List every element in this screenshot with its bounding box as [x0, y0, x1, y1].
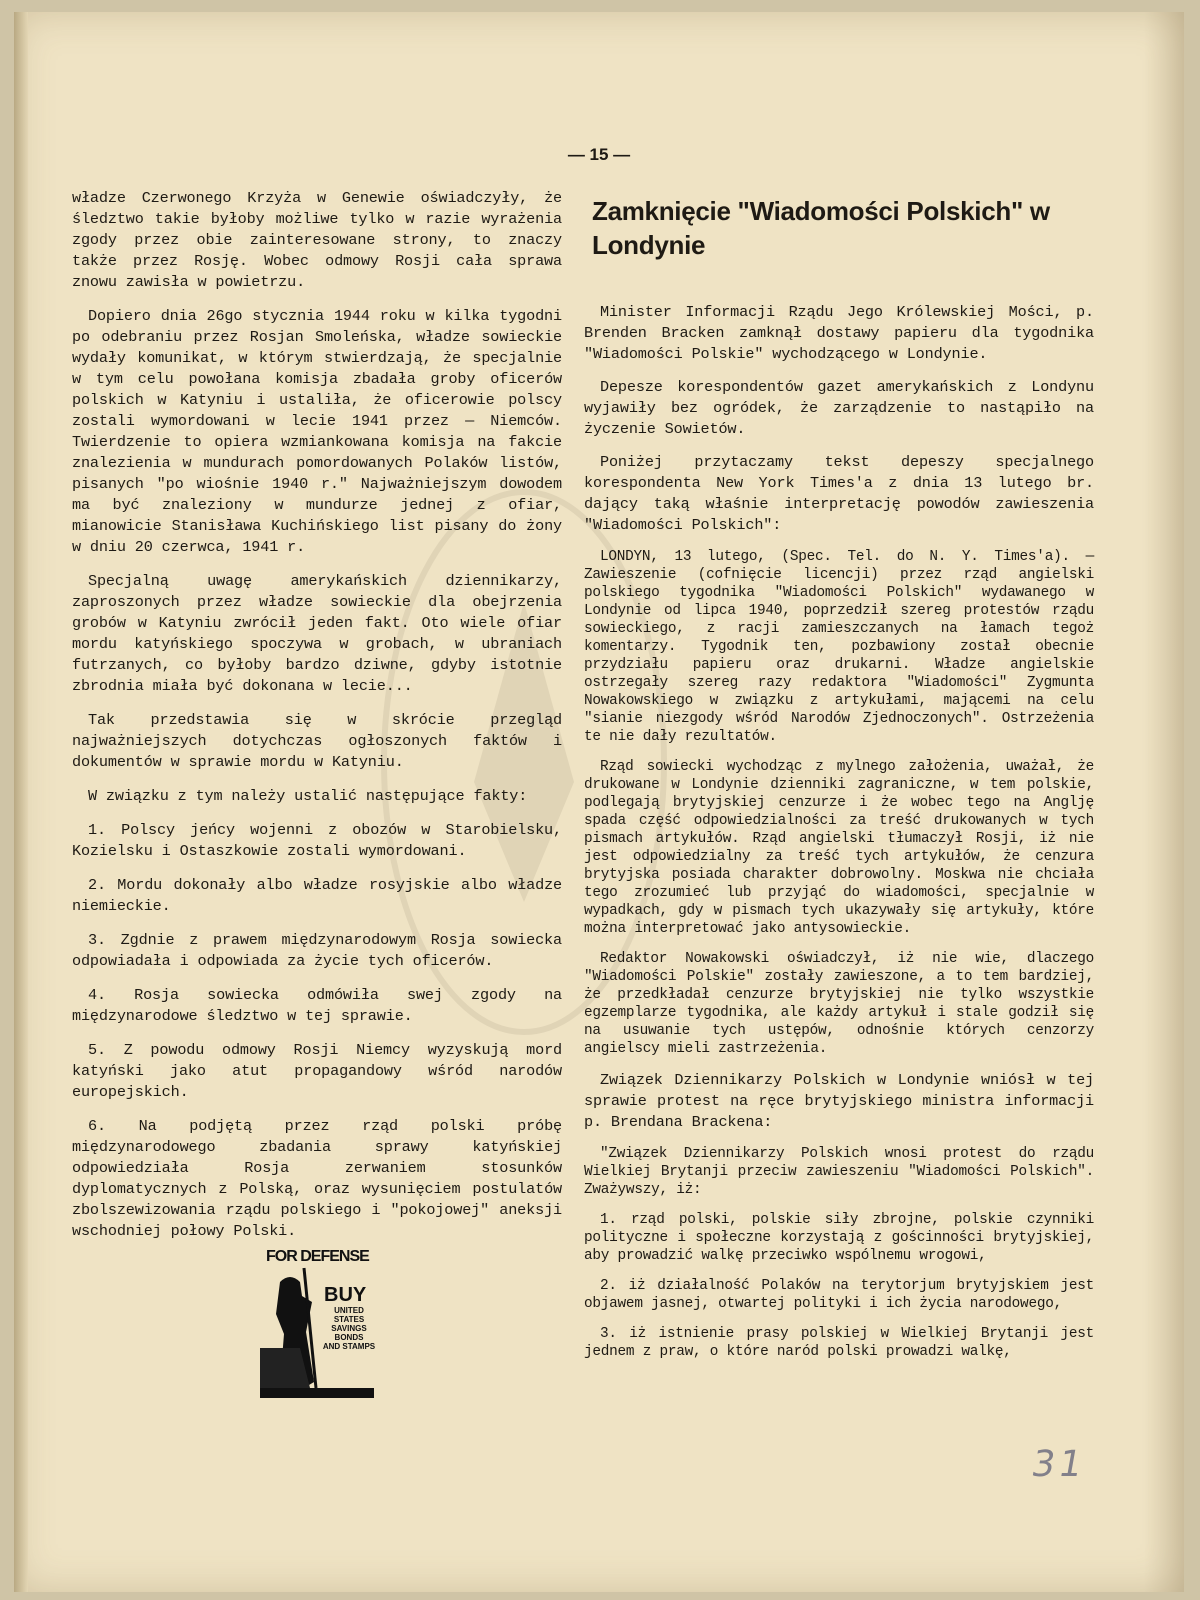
- paragraph: Dopiero dnia 26go stycznia 1944 roku w kilka tygodni po odebraniu przez Rosjan Smoleńska, władze sowieckie wydały komunikat, w którym stwierdzają, że specjalnie w tym celu powołana komisja zbadała groby oficerów polskich w Katyniu i ustaliła, że oficerowie polscy zostali wymordowani w lecie 1941 przez — Niemców. Twierdzenie to opiera wzmiankowana komisja na fakcie znalezienia w mundurach pomordowanych Polaków listów, pisanych "po wiośnie 1940 r." Najważniejszym dowodem ma być znaleziony w mundurze jednej z ofiar, mianowicie Stanisława Kuchińskiego list pisany do żony w dniu 20 czerwca, 1941 r.: [72, 307, 562, 556]
- paragraph: Minister Informacji Rządu Jego Królewskiej Mości, p. Brenden Bracken zamknął dostawy papieru dla tygodnika "Wiadomości Polskie" wychodzącego w Londynie.: [584, 303, 1094, 363]
- paragraph: W związku z tym należy ustalić następujące fakty:: [88, 787, 528, 805]
- list-item: 1. Polscy jeńcy wojenni z obozów w Starobielsku, Kozielsku i Ostaszkowie zostali wymordowani.: [72, 821, 562, 860]
- paragraph: Tak przedstawia się w skrócie przegląd najważniejszych dotychczas ogłoszonych faktów i dokumentów w sprawie mordu w Katyniu.: [72, 711, 562, 771]
- paragraph: władze Czerwonego Krzyża w Genewie oświadczyły, że śledztwo takie byłoby możliwe tylko w razie wyrażenia zgody przez obie zainteresowane strony, to znaczy także przez Rosję. Wobec odmowy Rosji cała sprawa znowu zawisła w powietrzu.: [72, 189, 562, 291]
- defense-bonds-poster: [260, 1248, 374, 1398]
- handwritten-page-number: 31: [1028, 1444, 1090, 1485]
- page-edge-shadow: [1144, 12, 1184, 1592]
- left-column: [72, 188, 562, 1255]
- poster-buy-text: BUY: [324, 1284, 367, 1306]
- poster-line: UNITED: [334, 1306, 364, 1315]
- binding-gutter: [14, 12, 28, 1592]
- right-column: [584, 190, 1094, 1373]
- document-page: [14, 12, 1184, 1592]
- paragraph: Związek Dziennikarzy Polskich w Londynie wniósł w tej sprawie protest na ręce brytyjskiego ministra informacji p. Brendana Brackena:: [584, 1071, 1094, 1131]
- poster-line: SAVINGS: [331, 1324, 367, 1333]
- poster-line: AND STAMPS: [322, 1342, 376, 1351]
- list-item: 4. Rosja sowiecka odmówiła swej zgody na międzynarodowe śledztwo w tej sprawie.: [72, 986, 562, 1025]
- quoted-paragraph: Rząd sowiecki wychodząc z mylnego założenia, uważał, że drukowane w Londynie dzienniki zagraniczne, w tem polskie, podlegają brytyjskiej cenzurze i że wobec tego na Anglję spada część odpowiedzialności za treść drukowanych w tych pismach artykułów. Rząd angielski tłumaczył Rosji, iż nie jest odpowiedzialny za treść tych artykułów, że cenzura brytyjska posiada charakter dobrowolny. Moskwa nie chciała tego zrozumieć lub przyjąć do wiadomości, specjalnie w wypadkach, gdy w pismach tych ukazywały się artykuły, które można interpretować jako antysowieckie.: [584, 759, 1094, 937]
- protest-paragraph: 3. iż istnienie prasy polskiej w Wielkiej Brytanji jest jednem z praw, o które naród polski prowadzi walkę,: [584, 1326, 1094, 1360]
- page-number: — 15 —: [567, 145, 631, 164]
- poster-line: STATES: [333, 1315, 365, 1324]
- quoted-paragraph: Redaktor Nowakowski oświadczył, iż nie wie, dlaczego "Wiadomości Polskie" zostały zawieszone, a to tem bardziej, że przedkładał cenzurze brytyjskiej nie tylko wszystkie egzemplarze tygodnika, ale każdy artykuł i stale godził się na usuwanie tych ustępów, odnośnie których cenzorzy angielscy mieli zastrzeżenia.: [584, 951, 1094, 1057]
- list-item: 2. Mordu dokonały albo władze rosyjskie albo władze niemieckie.: [72, 876, 562, 915]
- article-headline: Zamknięcie "Wiadomości Polskich" w Londynie: [592, 196, 1050, 260]
- protest-paragraph: "Związek Dziennikarzy Polskich wnosi protest do rządu Wielkiej Brytanji przeciw zawieszeniu "Wiadomości Polskich". Zważywszy, iż:: [584, 1146, 1094, 1198]
- protest-paragraph: 1. rząd polski, polskie siły zbrojne, polskie czynniki polityczne i społeczne korzystają z gościnności brytyjskiej, aby prowadzić walkę przeciwko wspólnemu wrogowi,: [584, 1212, 1094, 1264]
- list-item: 6. Na podjętą przez rząd polski próbę międzynarodowego zbadania sprawy katyńskiej odpowiedziała Rosja zerwaniem stosunków dyplomatycznych z Polską, oraz wysunięciem postulatów zbolszewizowania rządu polskiego i "pokojowej" aneksji wschodniej połowy Polski.: [72, 1117, 562, 1240]
- quoted-paragraph: LONDYN, 13 lutego, (Spec. Tel. do N. Y. Times'a). — Zawieszenie (cofnięcie licencji) przez rząd angielski polskiego tygodnika "Wiadomości Polskich" wydawanego w Londynie od lipca 1940, poprzedził szereg protestów rządu sowieckiego, z racji zamieszczanych na łamach tegoż komentarzy. Tygodnik ten, pozbawiony został obecnie przydziału papieru oraz drukarni. Władze angielskie ostrzegały szereg razy redaktora "Wiadomości" Zygmunta Nowakowskiego w związku z artykułami, mającemi na celu "sianie niezgody wśród Narodów Zjednoczonych". Ostrzeżenia te nie dały rezultatów.: [584, 549, 1094, 745]
- list-item: 5. Z powodu odmowy Rosji Niemcy wyzyskują mord katyński jako atut propagandowy wśród narodów europejskich.: [72, 1041, 562, 1101]
- list-item: 3. Zgdnie z prawem międzynarodowym Rosja sowiecka odpowiadała i odpowiada za życie tych oficerów.: [72, 931, 562, 970]
- paragraph: Specjalną uwagę amerykańskich dziennikarzy, zaproszonych przez władze sowieckie dla obejrzenia grobów w Katyniu zwrócił jeden fakt. Oto wiele ofiar mordu katyńskiego spoczywa w grobach, w ubraniach futrzanych, co byłoby bardzo dziwne, gdyby istotnie zbrodnia miała być dokonana w lecie...: [72, 572, 562, 695]
- poster-line: BONDS: [334, 1333, 364, 1342]
- paragraph: Poniżej przytaczamy tekst depeszy specjalnego korespondenta New York Times'a z dnia 13 lutego br. dający taką właśnie interpretację powodów zawieszenia "Wiadomości Polskich":: [584, 453, 1094, 534]
- poster-top-text: FOR DEFENSE: [266, 1248, 369, 1265]
- paragraph: Depesze korespondentów gazet amerykańskich z Londynu wyjawiły bez ogródek, że zarządzenie to nastąpiło na życzenie Sowietów.: [584, 378, 1094, 438]
- protest-paragraph: 2. iż działalność Polaków na terytorjum brytyjskiem jest objawem jasnej, otwartej polityki i ich życia narodowego,: [584, 1278, 1094, 1312]
